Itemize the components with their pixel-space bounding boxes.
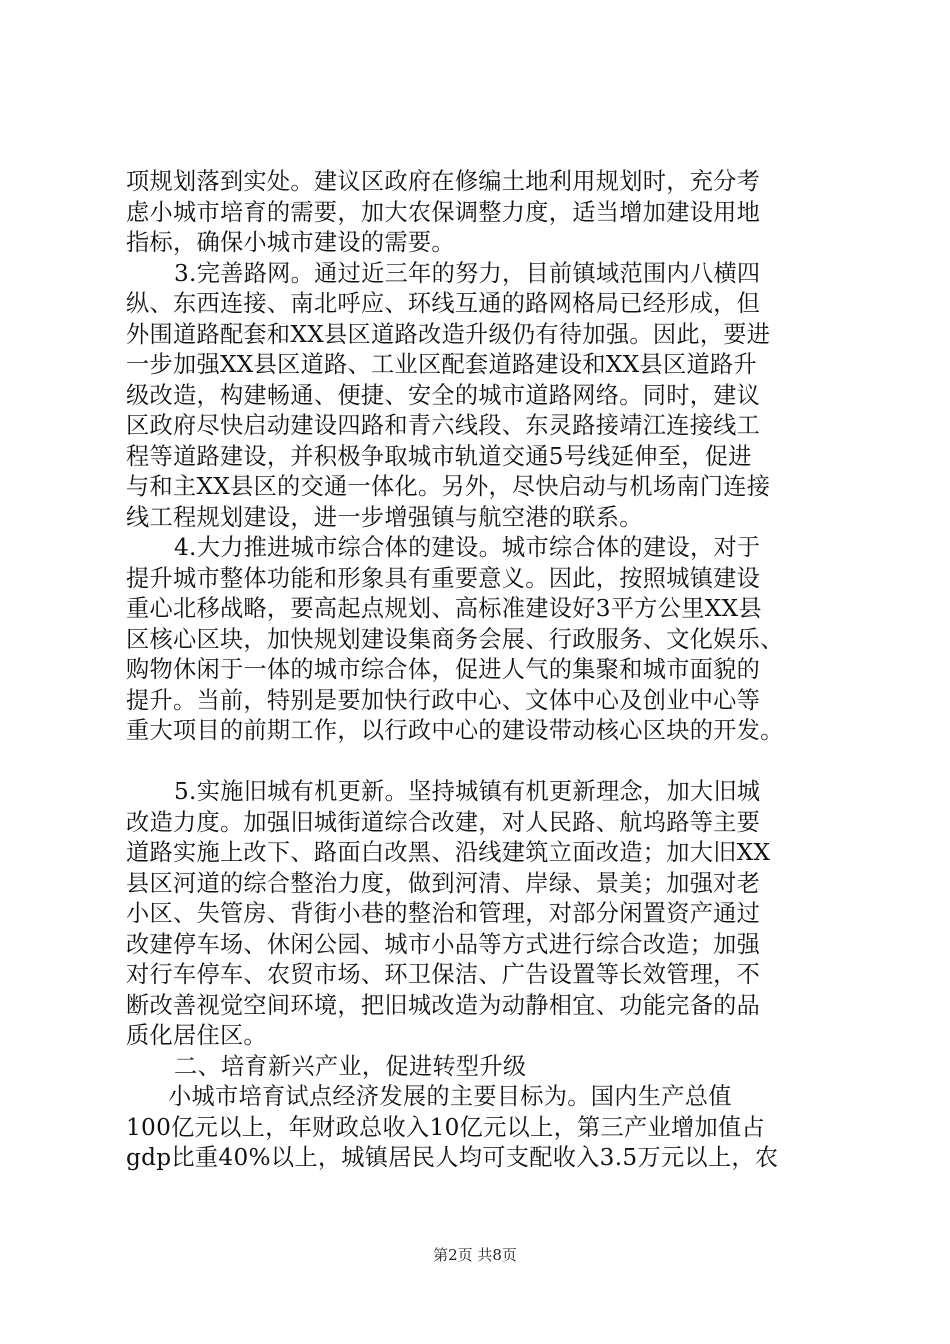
text-line: 外围道路配套和XX县区道路改造升级仍有待加强。因此，要进 <box>126 320 771 348</box>
text-line: 线工程规划建设，进一步增强镇与航空港的联系。 <box>126 503 643 531</box>
text-line: 一步加强XX县区道路、工业区配套道路建设和XX县区道路升 <box>126 351 757 378</box>
text-line: 虑小城市培育的需要，加大农保调整力度，适当增加建设用地 <box>126 198 761 226</box>
text-line: 对行车停车、农贸市场、环卫保洁、广告设置等长效管理，不 <box>126 961 761 988</box>
text-line: 3.完善路网。通过近三年的努力，目前镇域范围内八横四 <box>174 259 761 287</box>
text-line: 县区河道的综合整治力度，做到河清、岸绿、景美；加强对老 <box>126 869 761 897</box>
text-line: 小区、失管房、背街小巷的整治和管理，对部分闲置资产通过 <box>126 900 761 927</box>
text-line: 纵、东西连接、南北呼应、环线互通的路网格局已经形成，但 <box>126 290 761 317</box>
text-line: 级改造，构建畅通、便捷、安全的城市道路网络。同时，建议 <box>126 381 761 409</box>
text-line: 二、培育新兴产业，促进转型升级 <box>174 1052 527 1080</box>
text-line: 程等道路建设，并积极争取城市轨道交通5号线延伸至，促进 <box>126 442 752 470</box>
text-line: 项规划落到实处。建议区政府在修编土地利用规划时，充分考 <box>126 168 761 195</box>
body-text <box>126 167 831 1174</box>
text-line: 4.大力推进城市综合体的建设。城市综合体的建设，对于 <box>174 534 761 561</box>
text-line: 道路实施上改下、路面白改黑、沿线建筑立面改造；加大旧XX <box>126 839 771 866</box>
text-line: 区政府尽快启动建设四路和青六线段、东灵路接靖江连接线工 <box>126 412 761 439</box>
text-line: 与和主XX县区的交通一体化。另外，尽快启动与机场南门连接 <box>126 473 771 500</box>
text-line: 100亿元以上，年财政总收入10亿元以上，第三产业增加值占 <box>126 1113 765 1141</box>
page-footer: 第2页 共8页 <box>433 1246 517 1264</box>
text-line: 指标，确保小城市建设的需要。 <box>126 229 455 256</box>
text-line: 断改善视觉空间环境，把旧城改造为动静相宜、功能完备的品 <box>126 991 761 1019</box>
text-line: 重心北移战略，要高起点规划、高标准建设好3平方公里XX县 <box>126 595 762 622</box>
text-line: 区核心区块，加快规划建设集商务会展、行政服务、文化娱乐、 <box>126 625 784 653</box>
text-line: 购物休闲于一体的城市综合体，促进人气的集聚和城市面貌的 <box>126 656 761 683</box>
text-line: 5.实施旧城有机更新。坚持城镇有机更新理念，加大旧城 <box>174 778 761 805</box>
text-line: gdp比重40%以上，城镇居民人均可支配收入3.5万元以上，农 <box>126 1144 779 1171</box>
text-line: 重大项目的前期工作，以行政中心的建设带动核心区块的开发。 <box>126 717 784 744</box>
text-line: 提升。当前，特别是要加快行政中心、文体中心及创业中心等 <box>126 686 761 714</box>
text-line: 质化居住区。 <box>126 1022 267 1049</box>
text-line: 提升城市整体功能和形象具有重要意义。因此，按照城镇建设 <box>126 564 761 592</box>
text-line: 改造力度。加强旧城街道综合改建，对人民路、航坞路等主要 <box>126 808 761 836</box>
text-line: 改建停车场、休闲公园、城市小品等方式进行综合改造；加强 <box>126 930 761 958</box>
text-line: 小城市培育试点经济发展的主要目标为。国内生产总值 <box>168 1083 732 1110</box>
